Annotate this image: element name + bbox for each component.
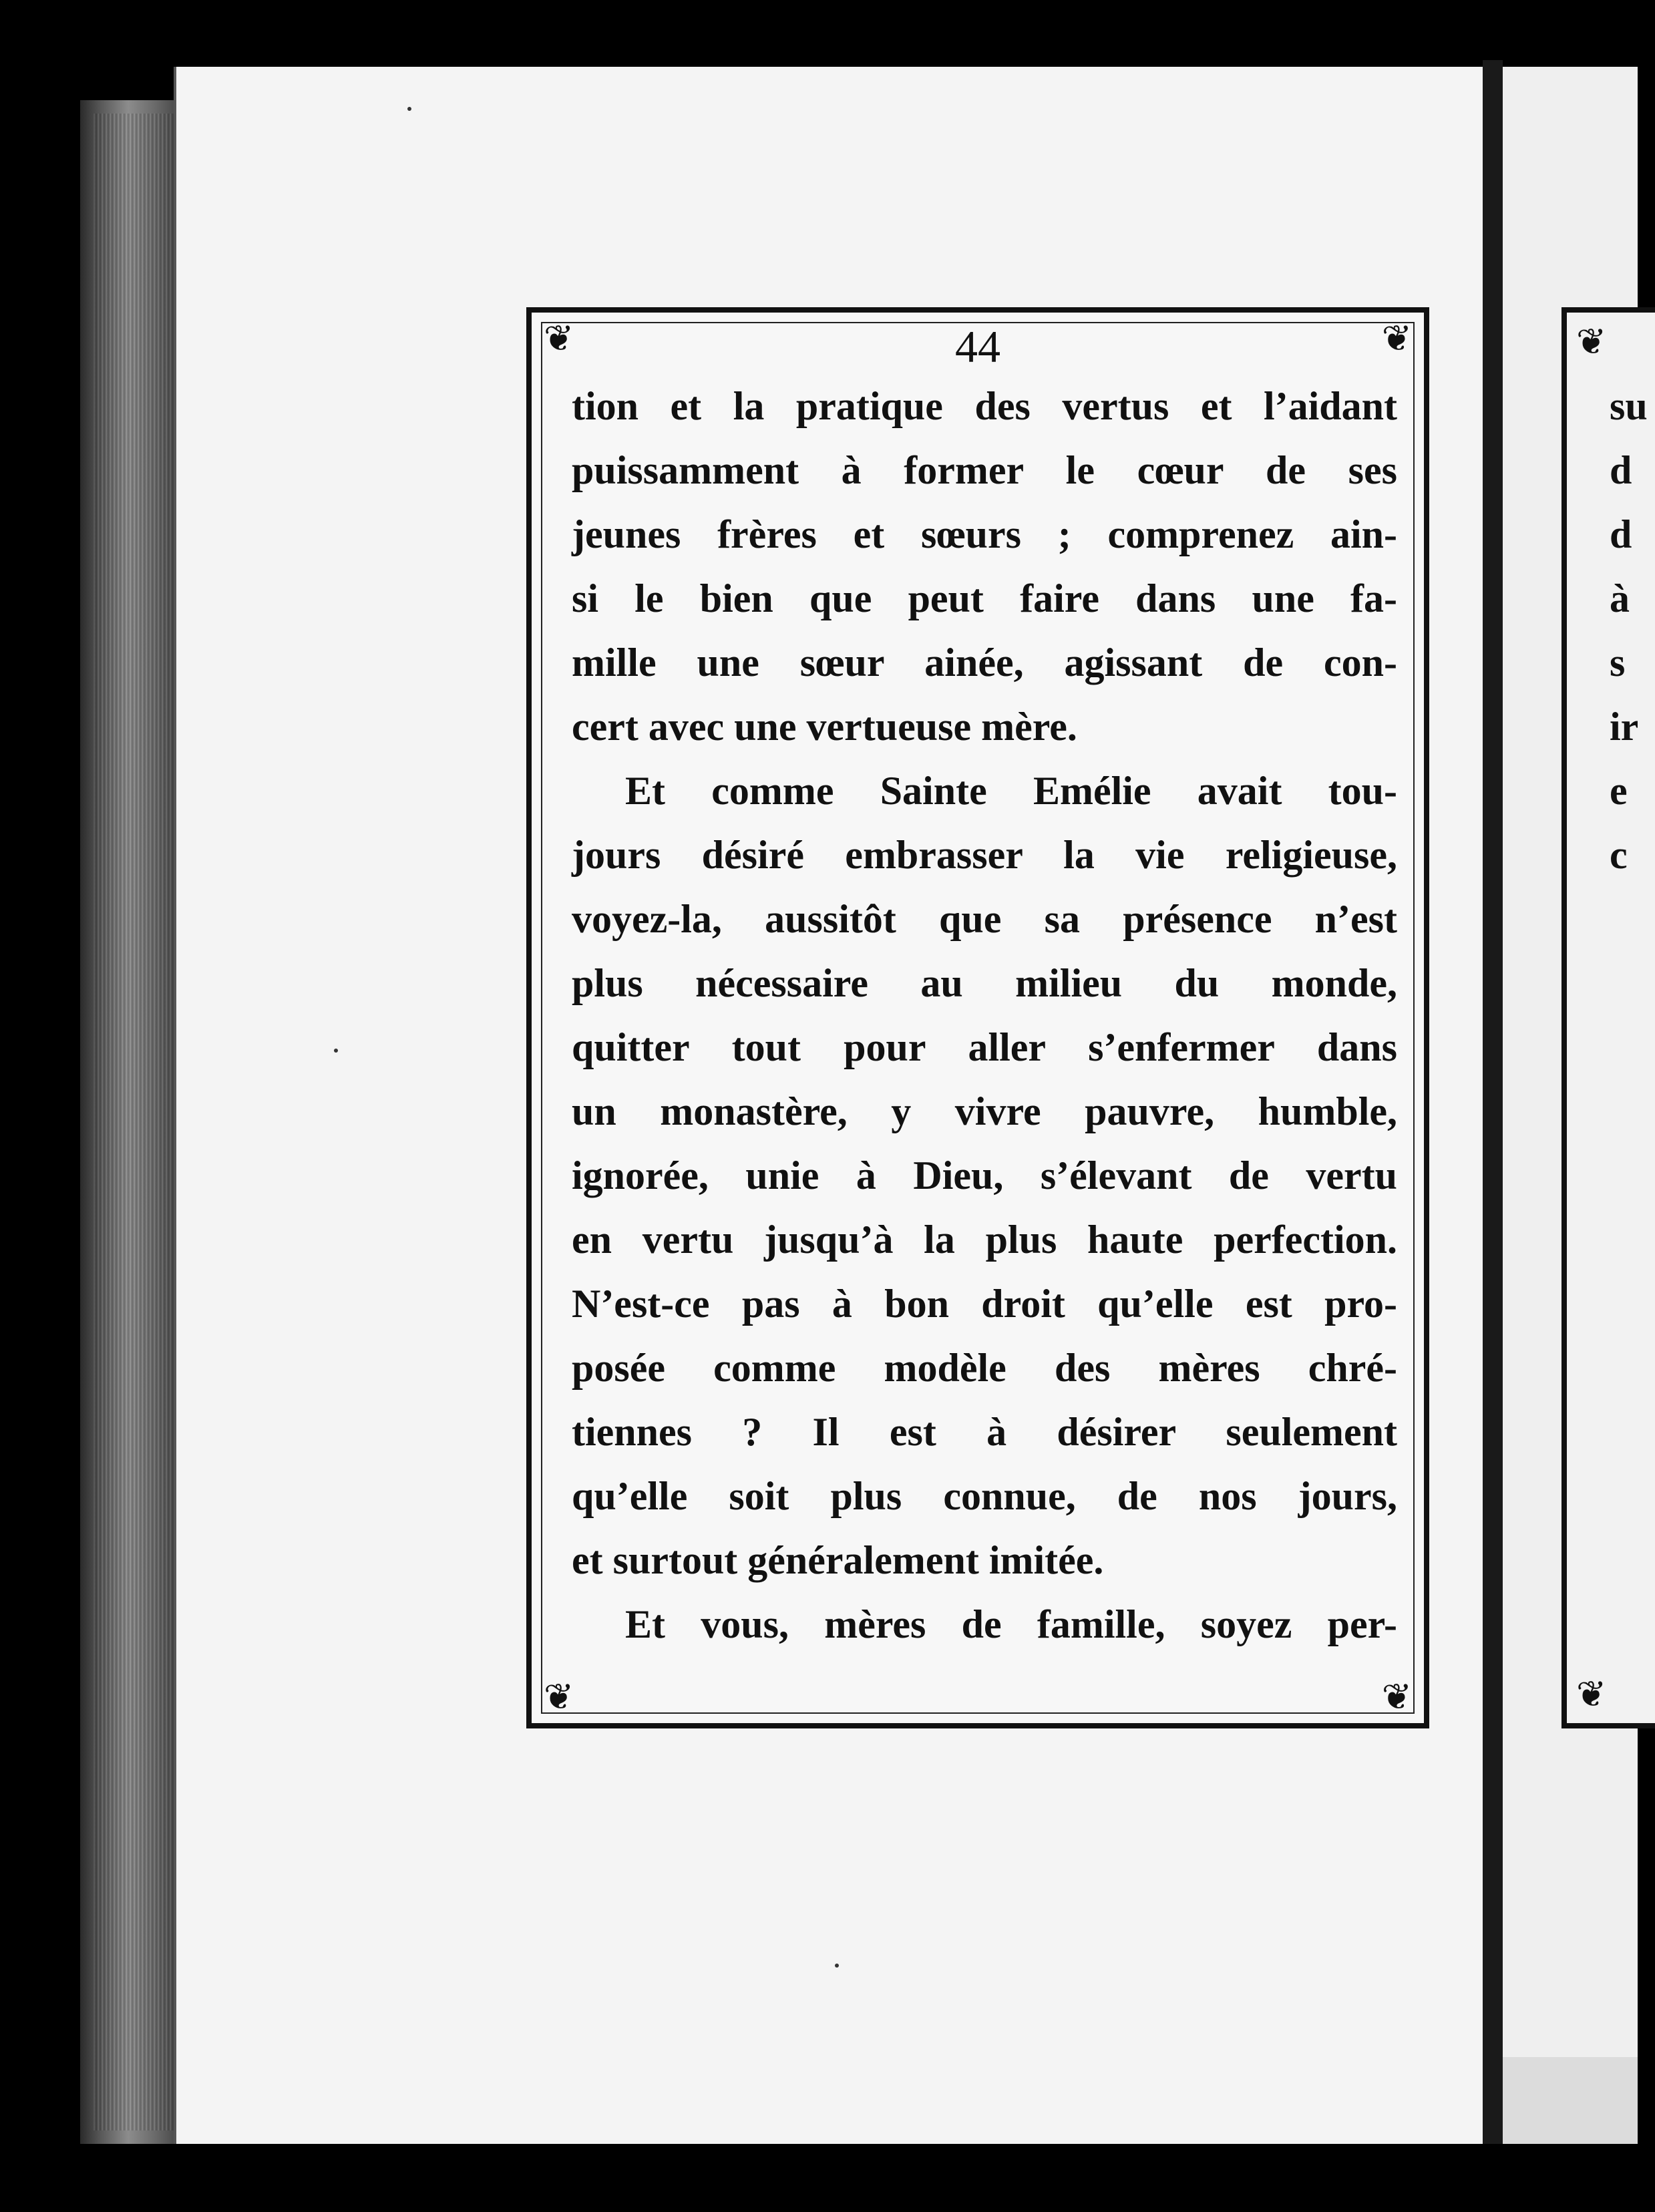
text-line: en vertu jusqu’à la plus haute perfection. [572,1218,1397,1262]
text-line: voyez-la, aussitôt que sa présence n’est [572,897,1397,941]
text-fragment: d [1610,512,1632,556]
text-fragment: d [1610,448,1632,492]
right-page-text-fragments [1610,374,1648,887]
right-ornamental-frame [1561,307,1655,1728]
corner-ornament-icon: ❦ [544,319,574,359]
corner-ornament-icon: ❦ [544,1677,574,1717]
text-line: tiennes ? Il est à désirer seulement [572,1410,1397,1454]
text-fragment: ir [1610,705,1639,749]
right-page-bottom [1503,2057,1638,2144]
page-number: 44 [955,321,1000,372]
gutter-shadow [1483,60,1503,2144]
text-line: puissamment à former le cœur de ses [572,448,1397,492]
page-speck [835,1964,839,1968]
text-fragment: à [1610,576,1630,620]
corner-ornament-icon: ❦ [1576,1674,1607,1714]
text-line: N’est-ce pas à bon droit qu’elle est pro- [572,1282,1397,1326]
text-fragment: e [1610,769,1628,813]
text-line: Et vous, mères de famille, soyez per- [625,1602,1397,1646]
text-line: si le bien que peut faire dans une fa- [572,576,1397,620]
text-line: cert avec une vertueuse mère. [572,705,1077,749]
text-line: et surtout généralement imitée. [572,1538,1104,1582]
text-fragment: c [1610,833,1628,877]
text-line: jours désiré embrasser la vie religieuse, [572,833,1397,877]
text-line: un monastère, y vivre pauvre, humble, [572,1089,1397,1133]
page-speck [407,107,411,111]
text-fragment: s [1610,640,1626,685]
page-edges [94,114,180,2131]
text-line: plus nécessaire au milieu du monde, [572,961,1397,1005]
text-line: quitter tout pour aller s’enfermer dans [572,1025,1397,1069]
text-fragment: su [1610,384,1648,428]
body-text [572,374,1397,1656]
corner-ornament-icon: ❦ [1381,319,1412,359]
corner-ornament-icon: ❦ [1576,322,1607,362]
text-line: mille une sœur ainée, agissant de con- [572,640,1397,685]
corner-ornament-icon: ❦ [1381,1677,1412,1717]
page-speck [334,1049,338,1053]
text-line: posée comme modèle des mères chré- [572,1346,1397,1390]
text-line: qu’elle soit plus connue, de nos jours, [572,1474,1397,1518]
text-line: ignorée, unie à Dieu, s’élevant de vertu [572,1153,1397,1197]
ornamental-frame [526,307,1429,1728]
text-line: tion et la pratique des vertus et l’aidant [572,384,1397,428]
text-line: Et comme Sainte Emélie avait tou- [625,769,1397,813]
text-line: jeunes frères et sœurs ; comprenez ain- [572,512,1397,556]
